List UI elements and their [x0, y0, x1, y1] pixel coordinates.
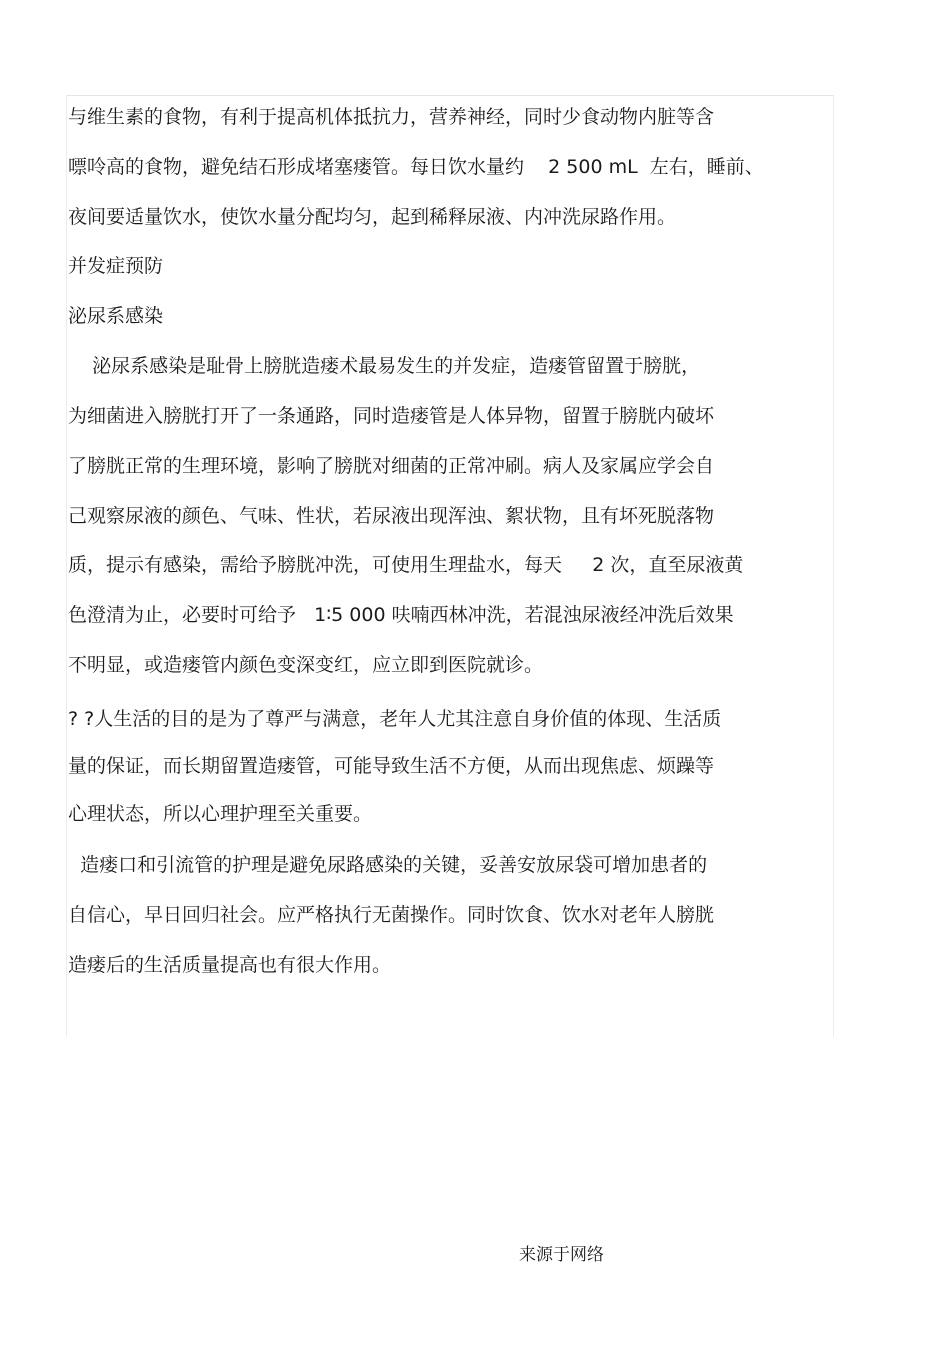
- subsection-heading: 泌尿系感染: [68, 305, 164, 327]
- section-heading: 并发症预防: [68, 255, 164, 277]
- body-text-line: 色澄清为止，必要时可给予 1∶5 000 呋喃西林冲洗，若混浊尿液经冲洗后效果: [68, 604, 734, 626]
- body-text-line: 夜间要适量饮水，使饮水量分配均匀，起到稀释尿液、内冲洗尿路作用。: [68, 206, 677, 228]
- body-text-line: 造瘘后的生活质量提高也有很大作用。: [68, 954, 392, 976]
- body-text-line: 与维生素的食物，有利于提高机体抵抗力，营养神经，同时少食动物内脏等含: [68, 106, 715, 128]
- body-text-line: 嘌呤高的食物，避免结石形成堵塞瘘管。每日饮水量约 2 500 mL 左右，睡前、: [68, 156, 764, 178]
- body-text-line: 自信心，早日回归社会。应严格执行无菌操作。同时饮食、饮水对老年人膀胱: [68, 904, 715, 926]
- body-text-line: 泌尿系感染是耻骨上膀胱造瘘术最易发生的并发症，造瘘管留置于膀胱，: [68, 355, 701, 377]
- body-text-line: 为细菌进入膀胱打开了一条通路，同时造瘘管是人体异物，留置于膀胱内破坏: [68, 405, 715, 427]
- body-text-line: 量的保证，而长期留置造瘘管，可能导致生活不方便，从而出现焦虑、烦躁等: [68, 755, 715, 777]
- body-text-line: 造瘘口和引流管的护理是避免尿路感染的关键，妥善安放尿袋可增加患者的: [68, 854, 708, 876]
- body-text-line: ? ?人生活的目的是为了尊严与满意，老年人尤其注意自身价值的体现、生活质: [68, 708, 722, 730]
- body-text-line: 质，提示有感染，需给予膀胱冲洗，可使用生理盐水，每天 2 次，直至尿液黄: [68, 554, 744, 576]
- body-text-line: 了膀胱正常的生理环境，影响了膀胱对细菌的正常冲刷。病人及家属应学会自: [68, 455, 715, 477]
- footer-source: 来源于网络: [519, 1245, 604, 1265]
- body-text-line: 心理状态，所以心理护理至关重要。: [68, 803, 373, 825]
- body-text-line: 己观察尿液的颜色、气味、性状，若尿液出现浑浊、絮状物，且有坏死脱落物: [68, 505, 715, 527]
- body-text-line: 不明显，或造瘘管内颜色变深变红，应立即到医院就诊。: [68, 654, 544, 676]
